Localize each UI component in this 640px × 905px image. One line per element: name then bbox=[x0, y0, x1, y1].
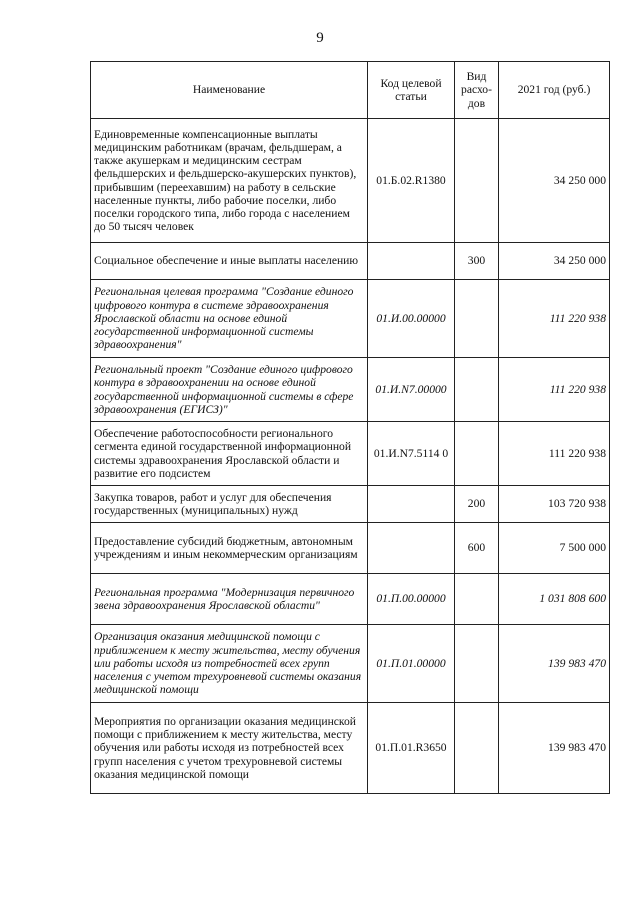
row-name: Региональная целевая программа "Создание единого цифрового контура в системе здравоохранения Ярославской области на основе единой государственной информационной системы здравоохранения" bbox=[91, 280, 368, 358]
row-name: Региональная программа "Модернизация первичного звена здравоохранения Ярославской области" bbox=[91, 574, 368, 625]
header-code: Код целевой статьи bbox=[368, 62, 455, 119]
row-amount: 139 983 470 bbox=[499, 703, 610, 794]
row-amount: 103 720 938 bbox=[499, 486, 610, 523]
row-code: 01.П.01.00000 bbox=[368, 625, 455, 703]
table-row bbox=[91, 574, 610, 625]
header-name: Наименование bbox=[91, 62, 368, 119]
row-type bbox=[455, 625, 499, 703]
row-type bbox=[455, 119, 499, 243]
row-type: 200 bbox=[455, 486, 499, 523]
row-name: Единовременные компенсационные выплаты медицинским работникам (врачам, фельдшерам, а также акушеркам и медицинским сестрам фельдшерских и фельдшерско-акушерских пунктов), прибывшим (переехавшим) на работу в сельские населенные пункты, либо рабочие поселки, либо поселки городского типа, либо города с населением до 50 тысяч человек bbox=[91, 119, 368, 243]
row-type bbox=[455, 280, 499, 358]
row-code: 01.Б.02.R1380 bbox=[368, 119, 455, 243]
row-type: 600 bbox=[455, 523, 499, 574]
row-code: 01.И.00.00000 bbox=[368, 280, 455, 358]
row-code: 01.И.N7.5114 0 bbox=[368, 422, 455, 486]
row-amount: 111 220 938 bbox=[499, 422, 610, 486]
header-amount: 2021 год (руб.) bbox=[499, 62, 610, 119]
row-type bbox=[455, 703, 499, 794]
row-type bbox=[455, 574, 499, 625]
row-amount: 139 983 470 bbox=[499, 625, 610, 703]
row-amount: 111 220 938 bbox=[499, 358, 610, 422]
row-amount: 34 250 000 bbox=[499, 119, 610, 243]
row-name: Социальное обеспечение и иные выплаты населению bbox=[91, 243, 368, 280]
row-code: 01.П.01.R3650 bbox=[368, 703, 455, 794]
row-code bbox=[368, 243, 455, 280]
table-row bbox=[91, 119, 610, 243]
row-code: 01.П.00.00000 bbox=[368, 574, 455, 625]
table-row bbox=[91, 243, 610, 280]
table-header-row bbox=[91, 62, 610, 119]
table-row bbox=[91, 486, 610, 523]
table-row bbox=[91, 523, 610, 574]
row-name: Закупка товаров, работ и услуг для обеспечения государственных (муниципальных) нужд bbox=[91, 486, 368, 523]
row-type: 300 bbox=[455, 243, 499, 280]
row-amount: 1 031 808 600 bbox=[499, 574, 610, 625]
row-name: Организация оказания медицинской помощи с приближением к месту жительства, месту обучения или работы исходя из потребностей всех групп населения с учетом трехуровневой системы оказания медицинской помощи bbox=[91, 625, 368, 703]
page-number: 9 bbox=[316, 30, 324, 46]
row-name: Предоставление субсидий бюджетным, автономным учреждениям и иным некоммерческим организациям bbox=[91, 523, 368, 574]
budget-table bbox=[90, 61, 610, 794]
row-amount: 34 250 000 bbox=[499, 243, 610, 280]
row-amount: 7 500 000 bbox=[499, 523, 610, 574]
row-name: Региональный проект "Создание единого цифрового контура в здравоохранении на основе единой государственной информационной системы в сфере здравоохранения (ЕГИСЗ)" bbox=[91, 358, 368, 422]
row-code bbox=[368, 486, 455, 523]
header-type: Вид расхо-дов bbox=[455, 62, 499, 119]
table-row bbox=[91, 625, 610, 703]
row-type bbox=[455, 358, 499, 422]
row-code bbox=[368, 523, 455, 574]
table-row bbox=[91, 358, 610, 422]
row-amount: 111 220 938 bbox=[499, 280, 610, 358]
row-code: 01.И.N7.00000 bbox=[368, 358, 455, 422]
table-row bbox=[91, 703, 610, 794]
row-name: Обеспечение работоспособности регионального сегмента единой государственной информационной системы здравоохранения Ярославской области и развитие его подсистем bbox=[91, 422, 368, 486]
row-type bbox=[455, 422, 499, 486]
table-row bbox=[91, 280, 610, 358]
row-name: Мероприятия по организации оказания медицинской помощи с приближением к месту жительства, месту обучения или работы исходя из потребностей всех групп населения с учетом трехуровневой системы оказания медицинской помощи bbox=[91, 703, 368, 794]
table-row bbox=[91, 422, 610, 486]
